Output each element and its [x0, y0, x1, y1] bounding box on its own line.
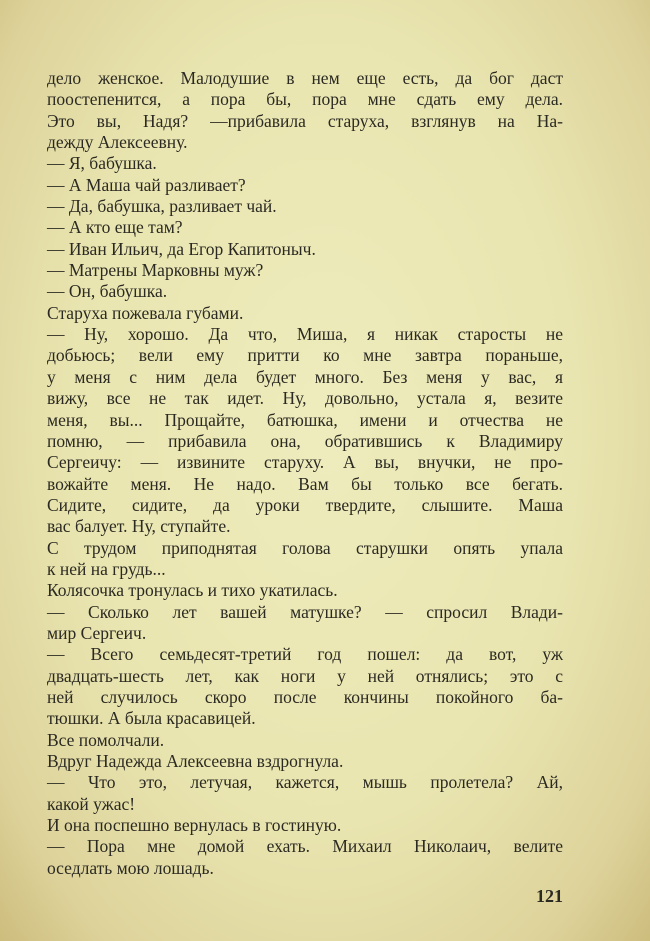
text-line: помню, — прибавила она, обратившись к Владимиру	[47, 430, 563, 451]
text-line: вас балует. Ну, ступайте.	[47, 516, 231, 537]
text-line: — Что это, летучая, кажется, мышь пролетела? Ай,	[47, 772, 563, 793]
text-line: И она поспешно вернулась в гостиную.	[47, 815, 342, 836]
text-line: Старуха пожевала губами.	[47, 302, 244, 323]
text-line: — А Маша чай разливает?	[47, 174, 246, 195]
text-line: — Сколько лет вашей матушке? — спросил Влади-	[47, 601, 563, 622]
text-line: — Пора мне домой ехать. Михаил Николаич, велите	[47, 836, 563, 857]
text-line: вижу, все не так идет. Ну, довольно, устала я, везите	[47, 388, 563, 409]
text-line: — Всего семьдесят-третий год пошел: да вот, уж	[47, 644, 563, 665]
text-line: Это вы, Надя? —прибавила старуха, взглянув на На-	[47, 110, 563, 131]
text-line: — Иван Ильич, да Егор Капитоныч.	[47, 238, 316, 259]
text-line: тюшки. А была красавицей.	[47, 708, 256, 729]
text-line: — А кто еще там?	[47, 217, 183, 238]
text-line: Сергеичу: — извините старуху. А вы, внучки, не про-	[47, 452, 563, 473]
text-line: С трудом приподнятая голова старушки опять упала	[47, 537, 563, 558]
text-line: — Ну, хорошо. Да что, Миша, я никак старосты не	[47, 324, 563, 345]
text-line: добьюсь; вели ему притти ко мне завтра пораньше,	[47, 345, 563, 366]
text-line: двадцать-шесть лет, как ноги у ней отнялись; это с	[47, 665, 563, 686]
page-number: 121	[536, 886, 563, 906]
text-line: дело женское. Малодушие в нем еще есть, да бог даст	[47, 68, 563, 88]
text-line: Все помолчали.	[47, 729, 165, 750]
text-line: к ней на грудь...	[47, 558, 166, 579]
text-line: меня, вы... Прощайте, батюшка, имени и отчества не	[47, 409, 563, 430]
text-line: у меня с ним дела будет много. Без меня у вас, я	[47, 366, 563, 387]
text-line: дежду Алексеевну.	[47, 132, 188, 153]
text-line: какой ужас!	[47, 793, 136, 814]
text-line: — Да, бабушка, разливает чай.	[47, 196, 277, 217]
text-line: Колясочка тронулась и тихо укатилась.	[47, 580, 338, 601]
text-line: ней случилось скоро после кончины покойного ба-	[47, 686, 563, 707]
text-line: поостепенится, а пора бы, пора мне сдать ему дела.	[47, 89, 563, 110]
text-line: вожайте меня. Не надо. Вам бы только все бегать.	[47, 473, 563, 494]
text-line: мир Сергеич.	[47, 622, 147, 643]
text-line: — Я, бабушка.	[47, 153, 157, 174]
text-line: оседлать мою лошадь.	[47, 857, 214, 878]
text-line: — Матрены Марковны муж?	[47, 260, 264, 281]
text-line: — Он, бабушка.	[47, 281, 168, 302]
text-line: Вдруг Надежда Алексеевна вздрогнула.	[47, 751, 344, 771]
page-text	[47, 68, 563, 879]
text-line: Сидите, сидите, да уроки твердите, слышите. Маша	[47, 494, 563, 515]
